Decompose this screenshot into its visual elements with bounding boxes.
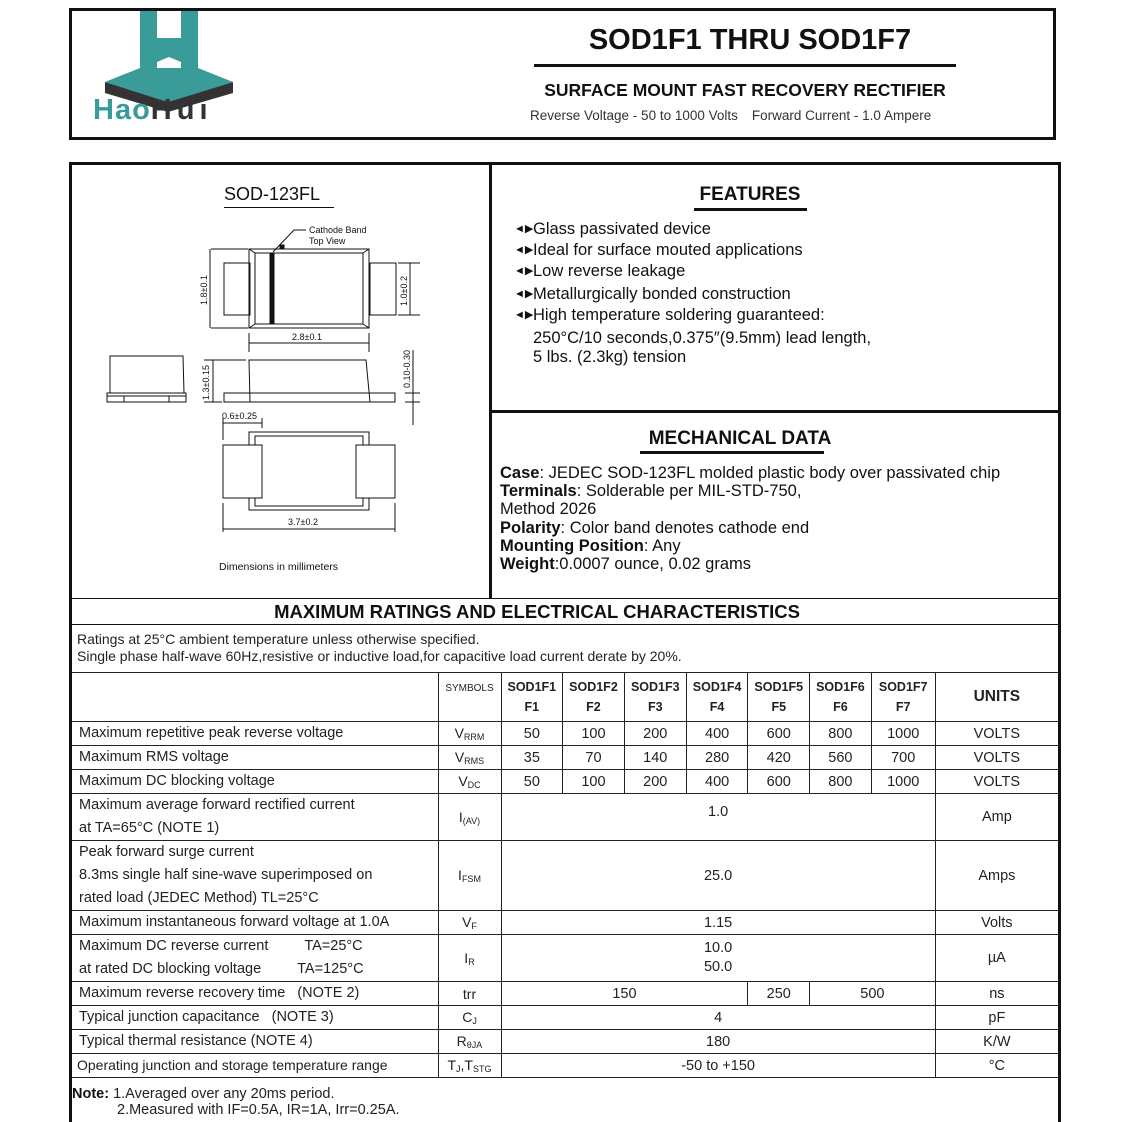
package-title: SOD-123FL [224, 184, 321, 204]
feature-continuation: 250°C/10 seconds,0.375″(9.5mm) lead length, [533, 328, 872, 347]
forward-current-spec: Forward Current - 1.0 Ampere [751, 108, 932, 123]
row-symbol: $V_{RRM}$ [438, 722, 501, 746]
note-line: Note: 1.Averaged over any 20ms period. [72, 1086, 335, 1102]
mechanical-title-underline [640, 451, 824, 454]
cell-value: 280 [686, 746, 748, 770]
features-list [514, 218, 871, 366]
document-subtitle: SURFACE MOUNT FAST RECOVERY RECTIFIER [544, 80, 946, 100]
cell-value: 70 [563, 746, 625, 770]
mech-mounting: Mounting Position: Any [500, 536, 681, 555]
reverse-voltage-spec: Reverse Voltage - 50 to 1000 Volts [530, 108, 738, 123]
condition-line: Single phase half-wave 60Hz,resistive or inductive load,for capacitive load current derate by 20%. [77, 648, 682, 664]
mech-case: Case: JEDEC SOD-123FL molded plastic body over passivated chip [500, 464, 1001, 482]
table-row [72, 746, 1058, 770]
arrow-bullet-icon: ◄▶ [514, 243, 534, 256]
header-part: SOD1F1 F1 [501, 673, 563, 722]
row-description: Maximum instantaneous forward voltage at 1.0A [72, 911, 438, 935]
row-symbol: $V_{DC}$ [438, 770, 501, 794]
feature-continuation: 5 lbs. (2.3kg) tension [533, 348, 687, 366]
dim-body-thickness: 1.3±0.15 [201, 365, 211, 400]
cell-unit: VOLTS [935, 770, 1058, 794]
dim-body-length: 2.8±0.1 [292, 332, 322, 342]
cell-value: 560 [810, 746, 872, 770]
ratings-title: MAXIMUM RATINGS AND ELECTRICAL CHARACTERISTICS [274, 601, 800, 622]
brand-name-part2: Hui [150, 94, 213, 126]
row-symbol: $C_J$ [438, 1006, 501, 1030]
mech-weight: Weight:0.0007 ounce, 0.02 grams [500, 555, 752, 574]
feature-item: ◄▶ Ideal for surface mouted applications [514, 240, 803, 259]
cell-unit: pF [935, 1006, 1058, 1030]
row-description: Maximum repetitive peak reverse voltage [72, 722, 438, 746]
ratings-title-rule [72, 624, 1058, 625]
header-part: SOD1F3 F3 [624, 673, 686, 722]
row-description: Maximum DC blocking voltage [72, 770, 438, 794]
mechanical-title: MECHANICAL DATA [648, 428, 832, 449]
cell-value: 4 [501, 1006, 935, 1030]
header-units: UNITS [935, 673, 1058, 722]
features-divider [489, 410, 1058, 413]
cell-unit: VOLTS [935, 722, 1058, 746]
condition-line: Ratings at 25°C ambient temperature unless otherwise specified. [77, 631, 480, 647]
cell-value: 100 [563, 722, 625, 746]
row-symbol: trr [438, 982, 501, 1006]
row-description: Peak forward surge current 8.3ms single half sine-wave superimposed on rated load (JEDEC Method) TL=25°C [72, 841, 438, 911]
dim-body-height: 1.8±0.1 [199, 275, 209, 305]
header-part: SOD1F4 F4 [686, 673, 748, 722]
features-title-underline [694, 208, 807, 211]
table-row [72, 1006, 1058, 1030]
cell-value: 180 [501, 1030, 935, 1054]
cell-value: 200 [624, 722, 686, 746]
header-blank [72, 673, 438, 722]
table-row [72, 1054, 1058, 1078]
dim-lead-thickness: 0.10-0.30 [402, 349, 412, 388]
cell-value: 10.0 50.0 [501, 935, 935, 982]
cell-value: 1.0 [501, 794, 935, 841]
row-symbol: $V_{RMS}$ [438, 746, 501, 770]
feature-item: ◄▶ Low reverse leakage [514, 261, 686, 280]
ratings-divider [72, 598, 1058, 599]
notes [72, 1086, 400, 1118]
cell-unit: µA [935, 935, 1058, 982]
cell-unit: ns [935, 982, 1058, 1006]
cell-value: 200 [624, 770, 686, 794]
cell-value: 500 [810, 982, 936, 1006]
cell-unit: Amp [935, 794, 1058, 841]
ratings-table [72, 672, 1058, 1078]
cell-unit: K/W [935, 1030, 1058, 1054]
bottom-view [223, 418, 395, 532]
table-row [72, 935, 1058, 982]
cell-value: 25.0 [501, 841, 935, 911]
dimensions-note: Dimensions in millimeters [219, 561, 339, 573]
callout-cathode-band: Cathode Band [309, 225, 367, 235]
cell-unit: VOLTS [935, 746, 1058, 770]
row-description: Maximum reverse recovery time (NOTE 2) [72, 982, 438, 1006]
title-underline [534, 64, 956, 67]
feature-item: ◄▶ Metallurgically bonded construction [514, 284, 791, 303]
table-header-row [72, 673, 1058, 722]
header-part: SOD1F5 F5 [748, 673, 810, 722]
row-description: Operating junction and storage temperature range [72, 1054, 438, 1078]
table-row [72, 794, 1058, 841]
table-row [72, 770, 1058, 794]
arrow-bullet-icon: ◄▶ [514, 308, 534, 321]
cell-value: 1000 [871, 722, 935, 746]
cell-value: 400 [686, 722, 748, 746]
arrow-bullet-icon: ◄▶ [514, 287, 534, 300]
dim-lead-width: 1.0±0.2 [399, 276, 409, 306]
package-title-underline [224, 207, 334, 208]
cell-unit: Volts [935, 911, 1058, 935]
row-symbol: $I_{FSM}$ [438, 841, 501, 911]
spec-line [530, 108, 931, 123]
note-label: Note: [72, 1086, 110, 1102]
cell-unit: Amps [935, 841, 1058, 911]
row-symbol: $V_F$ [438, 911, 501, 935]
row-description: Maximum average forward rectified current at TA=65°C (NOTE 1) [72, 794, 438, 841]
cell-value: -50 to +150 [501, 1054, 935, 1078]
row-description: Typical thermal resistance (NOTE 4) [72, 1030, 438, 1054]
row-description: Maximum RMS voltage [72, 746, 438, 770]
cell-unit: °C [935, 1054, 1058, 1078]
table-row [72, 982, 1058, 1006]
feature-item: ◄▶ High temperature soldering guaranteed: [514, 305, 825, 324]
mech-polarity: Polarity: Color band denotes cathode end [500, 518, 810, 537]
brand-name-part1: Hao [93, 94, 151, 126]
arrow-bullet-icon: ◄▶ [514, 264, 534, 277]
cell-value: 100 [563, 770, 625, 794]
cell-value: 35 [501, 746, 563, 770]
callout-top-view: Top View [309, 236, 346, 246]
table-row [72, 722, 1058, 746]
cell-value: 1000 [871, 770, 935, 794]
brand-wordmark [93, 94, 213, 127]
cell-value: 1.15 [501, 911, 935, 935]
row-description: Typical junction capacitance (NOTE 3) [72, 1006, 438, 1030]
cell-value: 150 [501, 982, 748, 1006]
cell-value: 250 [748, 982, 810, 1006]
note-line: 2.Measured with IF=0.5A, IR=1A, Irr=0.25A. [117, 1102, 400, 1118]
row-symbol: $I_R$ [438, 935, 501, 982]
cell-value: 600 [748, 770, 810, 794]
cell-value: 50 [501, 770, 563, 794]
package-outline-diagram [90, 215, 470, 575]
arrow-bullet-icon: ◄▶ [514, 222, 534, 235]
header-symbols: SYMBOLS [438, 673, 501, 722]
table-row [72, 911, 1058, 935]
mech-terminals: Terminals: Solderable per MIL-STD-750, [500, 482, 802, 501]
end-view [107, 356, 186, 402]
ratings-conditions [77, 631, 682, 665]
row-description: Maximum DC reverse current TA=25°C at rated DC blocking voltage TA=125°C [72, 935, 438, 982]
cell-value: 800 [810, 722, 872, 746]
row-symbol: $I_{(AV)}$ [438, 794, 501, 841]
column-divider [489, 162, 492, 599]
header-part: SOD1F2 F2 [563, 673, 625, 722]
table-row [72, 1030, 1058, 1054]
mechanical-data [500, 464, 1000, 573]
dim-lead-length: 0.6±0.25 [222, 411, 257, 421]
document-title: SOD1F1 THRU SOD1F7 [588, 24, 912, 56]
header-part: SOD1F7 F7 [871, 673, 935, 722]
cell-value: 420 [748, 746, 810, 770]
cell-value: 400 [686, 770, 748, 794]
cell-value: 600 [748, 722, 810, 746]
row-symbol: $R_{\theta JA}$ [438, 1030, 501, 1054]
header-part: SOD1F6 F6 [810, 673, 872, 722]
mech-terminals-cont: Method 2026 [500, 500, 597, 519]
cell-value: 140 [624, 746, 686, 770]
table-row [72, 841, 1058, 911]
cell-value: 800 [810, 770, 872, 794]
features-title: FEATURES [699, 184, 801, 205]
cell-value: 50 [501, 722, 563, 746]
row-symbol: $T_J,T_{STG}$ [438, 1054, 501, 1078]
feature-item: ◄▶ Glass passivated device [514, 219, 711, 238]
dim-total-length: 3.7±0.2 [288, 517, 318, 527]
cell-value: 700 [871, 746, 935, 770]
